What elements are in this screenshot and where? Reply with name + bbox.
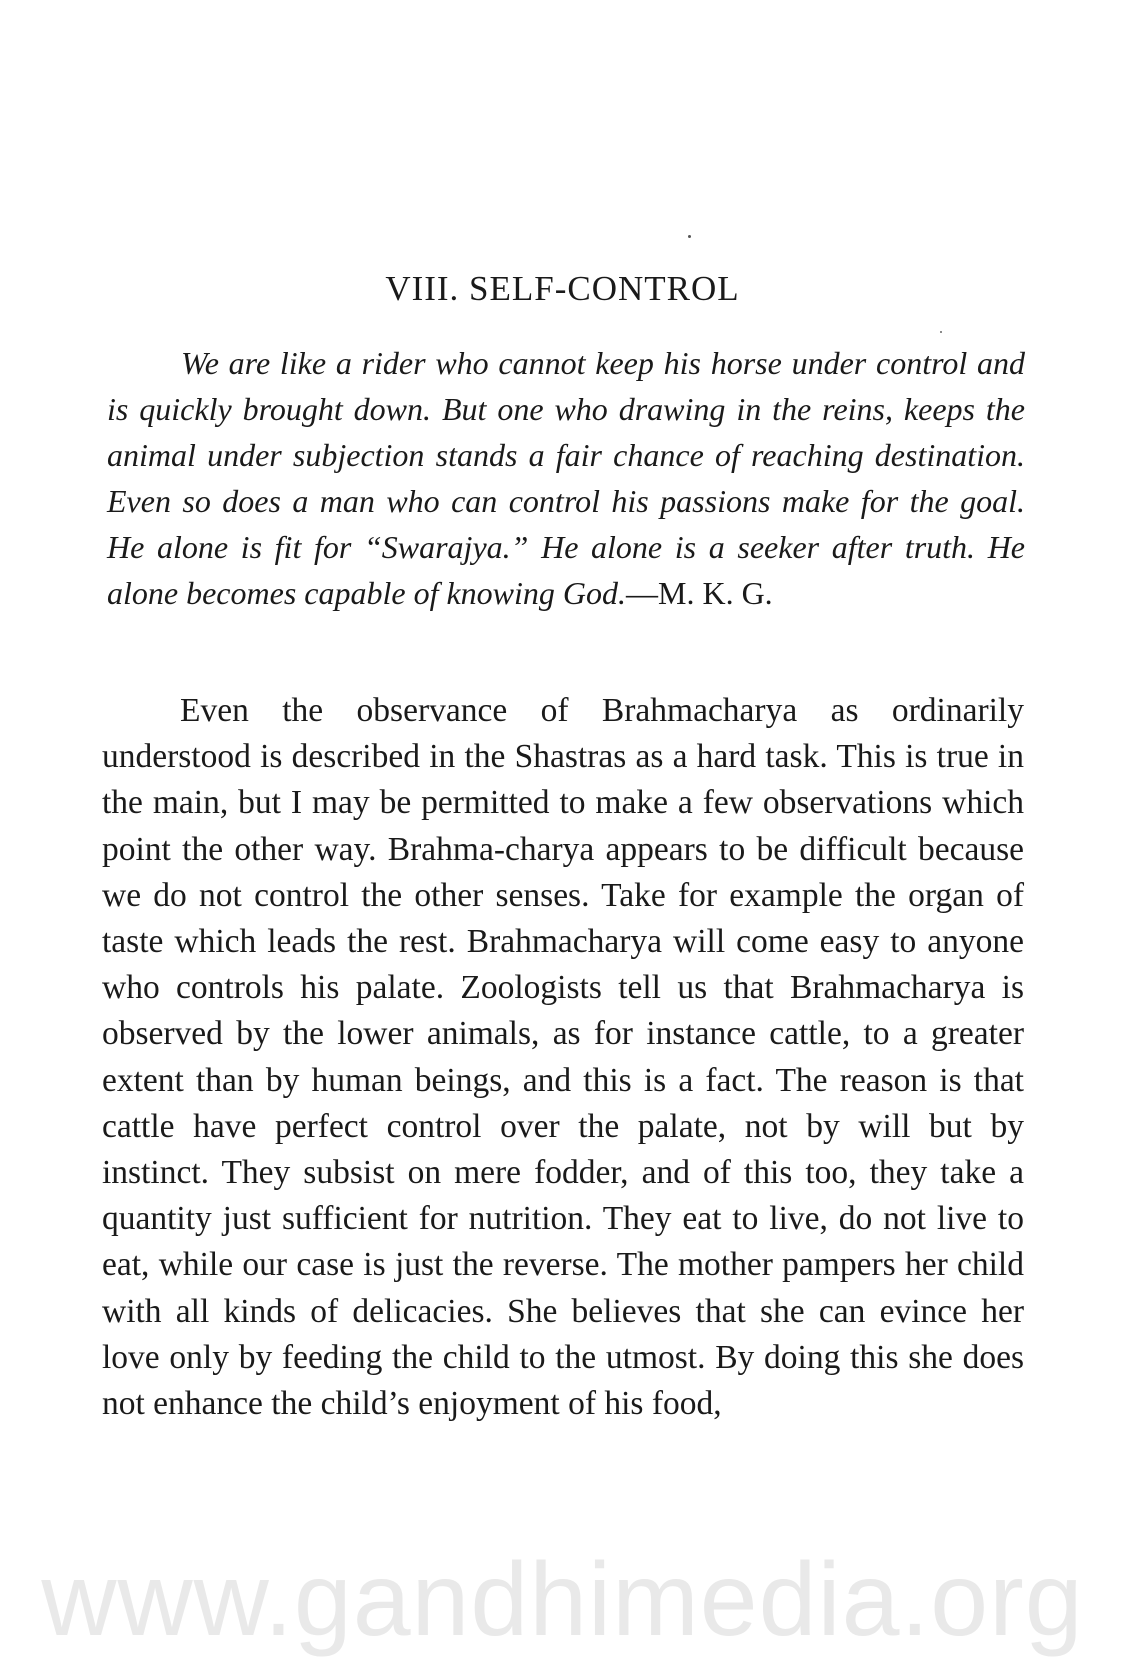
print-speck	[940, 331, 942, 333]
print-speck	[688, 235, 691, 238]
watermark: www.gandhimedia.org	[41, 1542, 1084, 1658]
epigraph-signature: —M. K. G.	[626, 575, 773, 611]
epigraph	[107, 340, 1025, 616]
body-paragraph: Even the observance of Brahmacharya as ordinarily understood is described in the Shastras as a hard task. This is true in the main, but I may be permitted to make a few observations which point the other way. Brahma-charya appears to be difficult because we do not control the other senses. Take for example the organ of taste which leads the rest. Brahmacharya will come easy to anyone who controls his palate. Zoologists tell us that Brahmacharya is observed by the lower animals, as for instance cattle, to a greater extent than by human beings, and this is a fact. The reason is that cattle have perfect control over the palate, not by will but by instinct. They subsist on mere fodder, and of this too, they take a quantity just sufficient for nutrition. They eat to live, do not live to eat, while our case is just the reverse. The mother pampers her child with all kinds of delicacies. She believes that she can evince her love only by feeding the child to the utmost. By doing this she does not enhance the child’s enjoyment of his food,	[102, 692, 1024, 1423]
chapter-title: VIII. SELF-CONTROL	[385, 269, 740, 308]
epigraph-text: We are like a rider who cannot keep his horse under control and is quickly brought down. But one who drawing in the reins, keeps the animal under subjection stands a fair chance of reaching destination. Even so does a man who can control his passions make for the goal. He alone is fit for “Swarajya.” He alone is a seeker after truth. He alone becomes capable of knowing God.	[107, 345, 1025, 611]
